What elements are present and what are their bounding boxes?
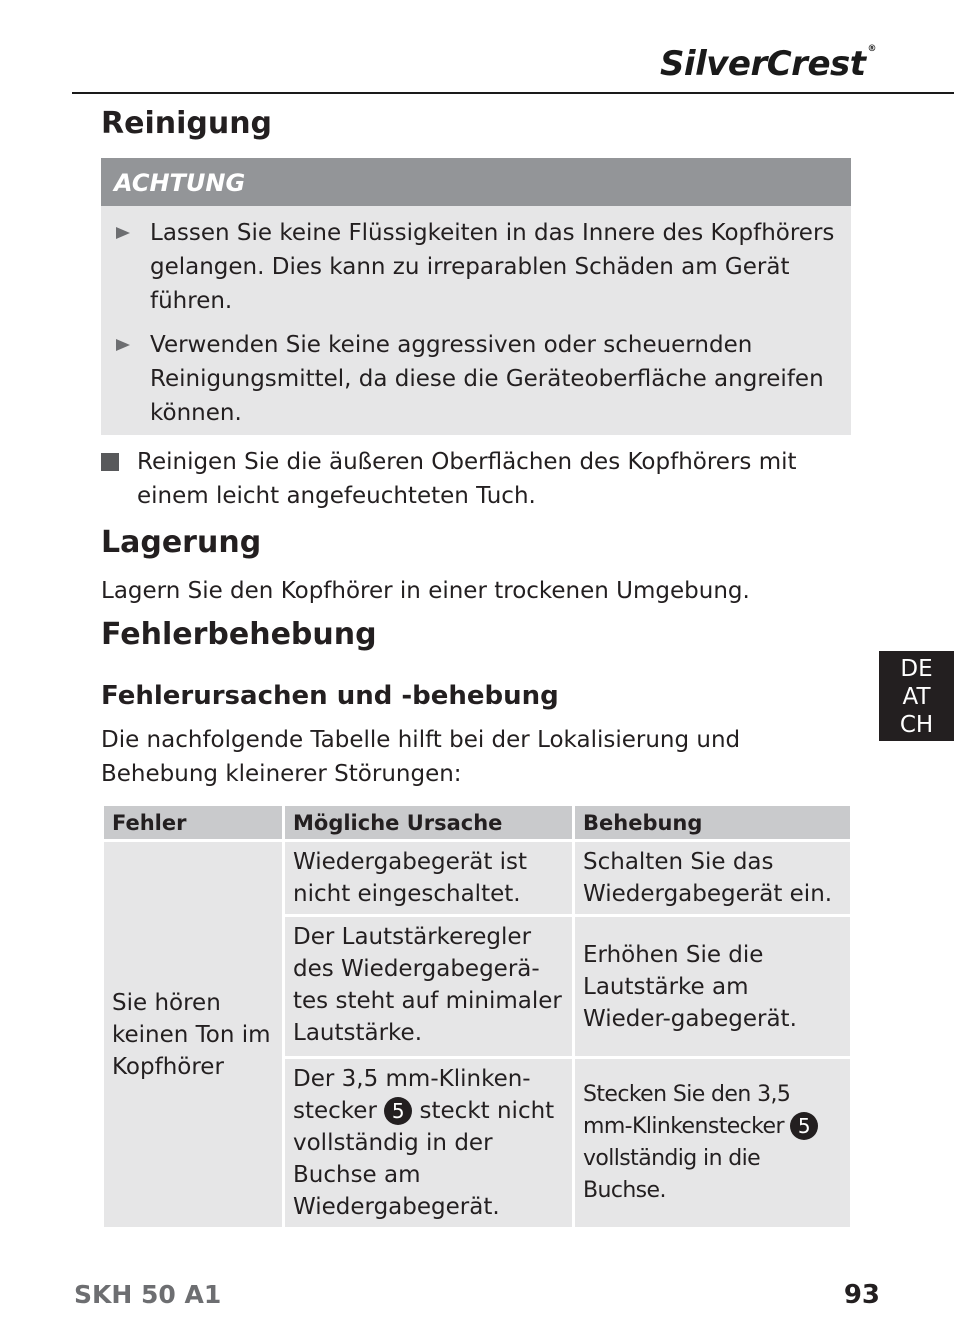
language-tab bbox=[879, 651, 954, 741]
cause-text: Der 3,5 mm-Klinken-stecker bbox=[293, 1066, 531, 1124]
cause-cell bbox=[284, 1058, 574, 1229]
registered-mark: ® bbox=[867, 44, 876, 54]
arrow-bullet-icon bbox=[116, 227, 130, 239]
warning-item-text: Verwenden Sie keine aggressiven oder scheuernden Reinigungsmittel, da diese die Geräteoberfläche angreifen können. bbox=[150, 332, 824, 426]
section-title-cleaning: Reinigung bbox=[101, 106, 273, 141]
cleaning-instruction-text: Reinigen Sie die äußeren Oberflächen des Kopfhörers mit einem leicht angefeuchteten Tuch. bbox=[137, 449, 797, 509]
column-header-cause: Mögliche Ursache bbox=[284, 805, 574, 841]
storage-text: Lagern Sie den Kopfhörer in einer trockenen Umgebung. bbox=[101, 578, 750, 604]
table-row bbox=[103, 841, 852, 916]
column-header-fix: Behebung bbox=[574, 805, 852, 841]
language-code: AT bbox=[902, 684, 931, 710]
fix-cell: Erhöhen Sie die Lautstärke am Wieder-gabegerät. bbox=[574, 916, 852, 1058]
troubleshooting-intro: Die nachfolgende Tabelle hilft bei der Lokalisierung und Behebung kleinerer Störungen: bbox=[101, 727, 741, 787]
warning-label: ACHTUNG bbox=[101, 158, 851, 206]
part-number-badge: 5 bbox=[384, 1097, 412, 1125]
page-number: 93 bbox=[843, 1280, 880, 1310]
cause-cell: Wiedergabegerät ist nicht eingeschaltet. bbox=[284, 841, 574, 916]
section-title-troubleshooting: Fehlerbehebung bbox=[101, 617, 377, 652]
section-title-storage: Lagerung bbox=[101, 525, 262, 560]
language-code: DE bbox=[900, 656, 933, 682]
warning-item bbox=[101, 216, 841, 318]
troubleshooting-table bbox=[101, 803, 853, 1230]
square-bullet-icon bbox=[101, 453, 119, 471]
warning-item bbox=[101, 328, 841, 430]
warning-box bbox=[101, 158, 851, 435]
brand-name: SilverCrest bbox=[659, 44, 866, 84]
column-header-fault: Fehler bbox=[103, 805, 284, 841]
cause-text: steckt nicht vollständig in der Buchse am Wiedergabegerät. bbox=[293, 1098, 555, 1220]
cleaning-instruction bbox=[101, 445, 861, 513]
fix-text: vollständig in die Buchse. bbox=[583, 1146, 761, 1203]
fault-cell: Sie hören keinen Ton im Kopfhörer bbox=[103, 841, 284, 1229]
model-number: SKH 50 A1 bbox=[74, 1280, 222, 1309]
arrow-bullet-icon bbox=[116, 339, 130, 351]
part-number-badge: 5 bbox=[790, 1112, 818, 1140]
fix-text: Stecken Sie den 3,5 mm-Klinkenstecker bbox=[583, 1082, 791, 1139]
cause-cell: Der Lautstärkeregler des Wiedergabegerä-tes steht auf minimaler Lautstärke. bbox=[284, 916, 574, 1058]
fix-cell bbox=[574, 1058, 852, 1229]
header-rule bbox=[72, 92, 954, 94]
language-code: CH bbox=[899, 712, 934, 738]
table-header-row bbox=[103, 805, 852, 841]
warning-item-text: Lassen Sie keine Flüssigkeiten in das Innere des Kopfhörers gelangen. Dies kann zu irreparablen Schäden am Gerät führen. bbox=[150, 220, 835, 314]
subsection-title: Fehlerursachen und -behebung bbox=[101, 681, 559, 711]
brand-logo bbox=[660, 44, 876, 84]
fix-cell: Schalten Sie das Wiedergabegerät ein. bbox=[574, 841, 852, 916]
